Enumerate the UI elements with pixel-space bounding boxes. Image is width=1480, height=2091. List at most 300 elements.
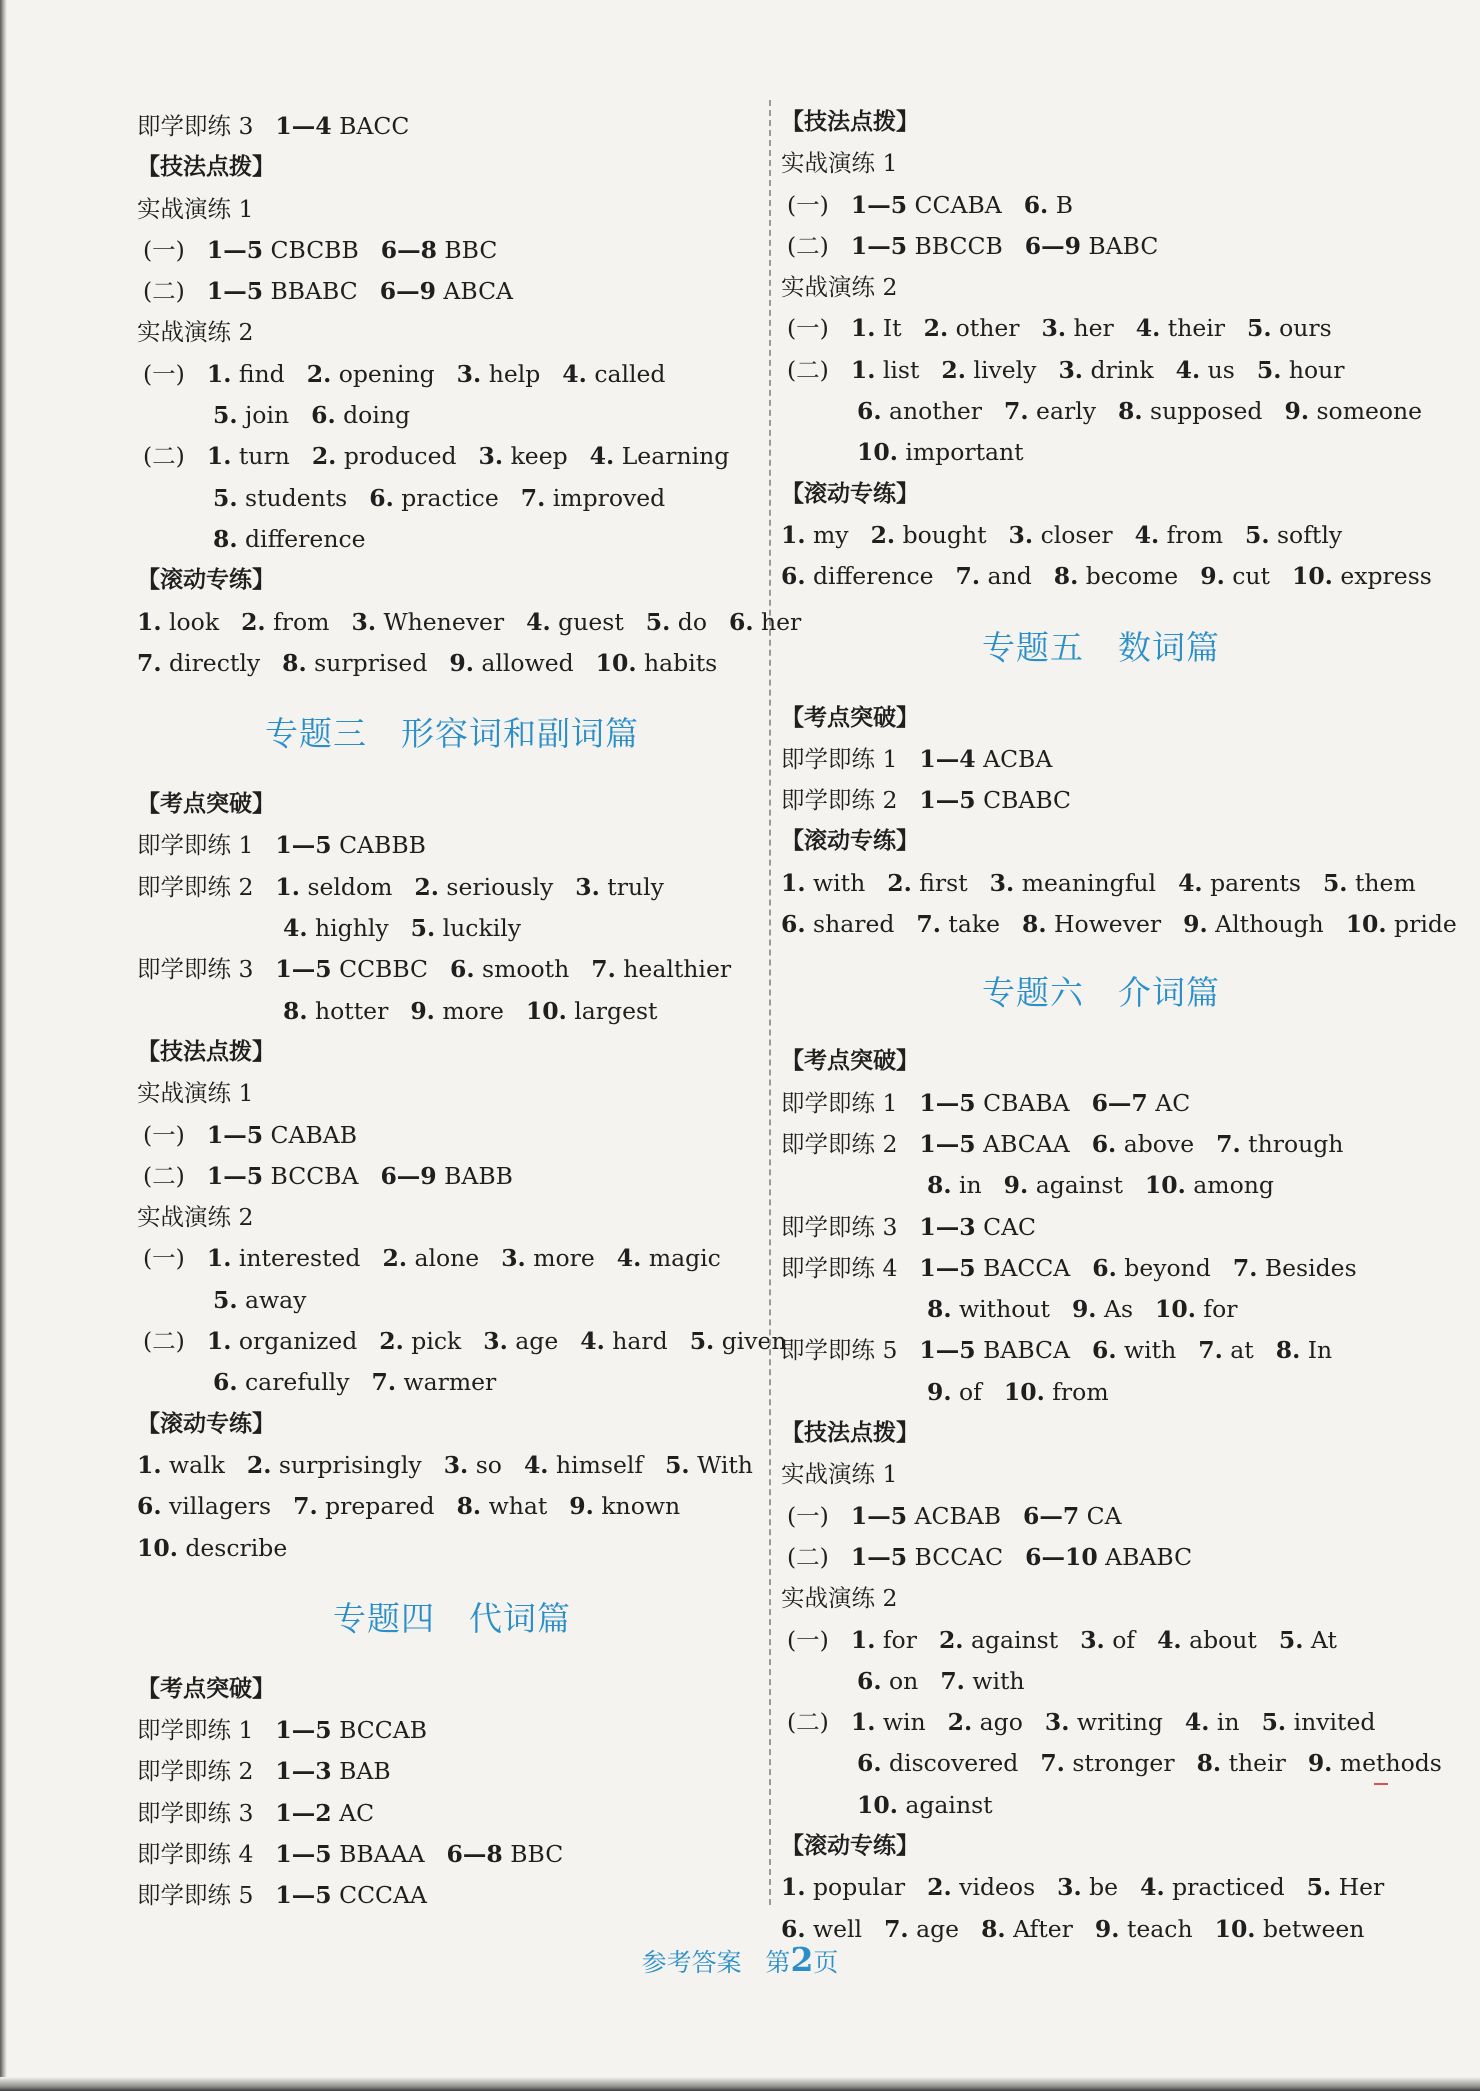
left-top-block bbox=[137, 106, 802, 684]
answer-number: 6—9 bbox=[380, 1161, 437, 1190]
answer-value: about bbox=[1181, 1625, 1257, 1654]
answer-item bbox=[781, 910, 894, 938]
answer-line bbox=[781, 515, 1421, 556]
answer-line bbox=[137, 643, 767, 684]
answer-item bbox=[940, 1667, 1024, 1695]
answer-value: With bbox=[689, 1450, 753, 1479]
answer-value: BABB bbox=[436, 1161, 513, 1190]
answer-value: for bbox=[1195, 1295, 1238, 1324]
answer-line bbox=[137, 354, 767, 395]
answer-number: 7. bbox=[1198, 1336, 1223, 1365]
answer-number: 3. bbox=[351, 607, 377, 636]
answer-number: 10. bbox=[1214, 1914, 1256, 1943]
answer-value: opening bbox=[331, 359, 435, 388]
answer-number: 8. bbox=[981, 1914, 1006, 1943]
answer-number: 1. bbox=[206, 1244, 232, 1273]
answer-number: 3. bbox=[989, 868, 1015, 897]
answer-value: alone bbox=[407, 1244, 480, 1273]
answer-number: 9. bbox=[449, 648, 474, 677]
answer-number: 4. bbox=[523, 1450, 549, 1479]
answer-item bbox=[275, 1757, 390, 1785]
answer-number: 4. bbox=[589, 442, 615, 471]
answer-item bbox=[990, 869, 1156, 897]
answer-number: 8. bbox=[927, 1171, 952, 1200]
answer-item bbox=[665, 1451, 753, 1479]
answer-item bbox=[521, 484, 665, 512]
answer-item bbox=[596, 649, 718, 677]
answer-number: 5. bbox=[213, 1285, 238, 1314]
answer-item bbox=[1040, 1749, 1174, 1777]
answer-item bbox=[1045, 1708, 1163, 1736]
answer-number: 1. bbox=[137, 607, 162, 636]
answer-item bbox=[137, 1451, 225, 1479]
answer-number: 1. bbox=[781, 868, 806, 897]
answer-item bbox=[501, 1244, 595, 1272]
answer-number: 1—5 bbox=[206, 1120, 264, 1149]
answer-number: 5. bbox=[213, 401, 238, 430]
answer-item bbox=[919, 1254, 1070, 1282]
answer-item bbox=[1025, 1543, 1192, 1571]
answer-number: 1—5 bbox=[919, 1129, 976, 1158]
answer-value: After bbox=[1005, 1914, 1073, 1943]
answer-value: prepared bbox=[317, 1492, 435, 1521]
column-divider bbox=[769, 100, 771, 1905]
answer-value: largest bbox=[566, 996, 658, 1025]
answer-item bbox=[351, 608, 504, 636]
answer-label: 实战演练 1 bbox=[781, 149, 898, 178]
answer-value: BABCA bbox=[975, 1336, 1070, 1365]
answer-value: supposed bbox=[1142, 397, 1263, 426]
answer-value: BBABC bbox=[263, 277, 358, 306]
answer-value: It bbox=[875, 314, 902, 343]
answer-label: (二) bbox=[143, 442, 185, 471]
answer-number: 9. bbox=[569, 1492, 594, 1521]
answer-line bbox=[781, 1620, 1421, 1661]
answer-line bbox=[137, 1528, 767, 1569]
answer-value: Besides bbox=[1257, 1253, 1357, 1282]
answer-item bbox=[207, 277, 358, 305]
answer-value: above bbox=[1116, 1129, 1195, 1158]
answer-item bbox=[1057, 1873, 1118, 1901]
answer-item bbox=[1183, 910, 1324, 938]
answer-line bbox=[137, 271, 767, 312]
answer-value: softly bbox=[1269, 520, 1343, 549]
answer-item bbox=[410, 997, 504, 1025]
answer-item bbox=[1245, 521, 1342, 549]
answer-value: warmer bbox=[396, 1368, 497, 1397]
answer-number: 7. bbox=[940, 1666, 965, 1695]
answer-number: 1. bbox=[850, 355, 876, 384]
answer-value: among bbox=[1185, 1171, 1274, 1200]
answer-label: (二) bbox=[787, 1708, 829, 1737]
answer-label: 即学即练 3 bbox=[137, 955, 254, 984]
answer-label: 即学即练 1 bbox=[781, 1088, 898, 1117]
answer-label: 即学即练 2 bbox=[781, 786, 898, 815]
answer-number: 5. bbox=[1278, 1625, 1304, 1654]
answer-item bbox=[857, 1791, 993, 1819]
answer-item bbox=[137, 1534, 287, 1562]
answer-item bbox=[450, 955, 569, 983]
answer-value: through bbox=[1240, 1129, 1344, 1158]
answer-value: Her bbox=[1331, 1873, 1385, 1902]
answer-number: 6. bbox=[781, 1914, 806, 1943]
answer-item bbox=[380, 277, 513, 305]
answer-item bbox=[275, 873, 392, 901]
answer-value: cut bbox=[1224, 562, 1270, 591]
answer-number: 1. bbox=[781, 1873, 806, 1902]
answer-value: of bbox=[1104, 1625, 1136, 1654]
answer-value: luckily bbox=[435, 914, 522, 943]
section-6-block bbox=[781, 1041, 1442, 1950]
answer-item bbox=[1178, 869, 1301, 897]
answer-value: CBABA bbox=[975, 1088, 1070, 1117]
answer-number: 8. bbox=[456, 1492, 482, 1521]
answer-value: look bbox=[161, 607, 220, 636]
answer-value: hard bbox=[604, 1327, 668, 1356]
answer-item bbox=[927, 1378, 982, 1406]
answer-item bbox=[369, 484, 499, 512]
answer-item bbox=[479, 442, 568, 470]
answer-number: 10. bbox=[1144, 1171, 1186, 1200]
answer-number: 1—5 bbox=[275, 1881, 332, 1910]
answer-number: 6—8 bbox=[446, 1839, 503, 1868]
answer-value: bought bbox=[895, 520, 987, 549]
answer-number: 7. bbox=[137, 648, 162, 677]
answer-number: 2. bbox=[241, 607, 266, 636]
answer-number: 1—5 bbox=[850, 190, 908, 219]
answer-value: age bbox=[507, 1327, 559, 1356]
answer-item bbox=[924, 314, 1020, 342]
answer-value: BACCA bbox=[975, 1253, 1071, 1282]
answer-item bbox=[1185, 1708, 1240, 1736]
answer-item bbox=[857, 1749, 1018, 1777]
answer-item bbox=[781, 1873, 905, 1901]
answer-line bbox=[137, 1321, 787, 1362]
answer-number: 2. bbox=[927, 1873, 952, 1902]
answer-number: 2. bbox=[947, 1708, 973, 1737]
answer-number: 5. bbox=[1322, 868, 1348, 897]
answer-line bbox=[137, 991, 767, 1032]
answer-value: from bbox=[265, 607, 330, 636]
answer-line bbox=[781, 1165, 1421, 1206]
answer-item bbox=[1004, 1378, 1109, 1406]
answer-value: BBAAA bbox=[331, 1839, 425, 1868]
answer-item bbox=[1092, 1336, 1176, 1364]
answer-line bbox=[781, 1785, 1421, 1826]
answer-value: in bbox=[951, 1171, 982, 1200]
answer-line bbox=[137, 1197, 767, 1238]
answer-value: seldom bbox=[299, 872, 393, 901]
answer-line bbox=[781, 267, 1421, 308]
answer-number: 6. bbox=[1091, 1129, 1117, 1158]
answer-item bbox=[927, 1873, 1035, 1901]
answer-item bbox=[275, 1799, 374, 1827]
answer-number: 8. bbox=[213, 524, 238, 553]
answer-line bbox=[781, 185, 1421, 226]
answer-number: 7. bbox=[520, 483, 546, 512]
answer-item bbox=[919, 745, 1052, 773]
answer-number: 5. bbox=[1244, 520, 1270, 549]
answer-label: (二) bbox=[143, 1161, 185, 1190]
answer-label: (一) bbox=[787, 1625, 829, 1654]
answer-item bbox=[137, 1492, 271, 1520]
answer-item bbox=[275, 112, 409, 140]
answer-value: surprisingly bbox=[271, 1450, 422, 1479]
answer-number: 6. bbox=[311, 401, 336, 430]
answer-number: 3. bbox=[483, 1327, 508, 1356]
answer-value: hour bbox=[1281, 355, 1345, 384]
answer-value: CA bbox=[1079, 1501, 1122, 1530]
answer-line bbox=[781, 226, 1421, 267]
answer-item bbox=[137, 649, 260, 677]
answer-number: 8. bbox=[1022, 910, 1047, 939]
answer-value: BABC bbox=[1080, 231, 1159, 260]
answer-item bbox=[241, 608, 329, 636]
answer-number: 9. bbox=[1307, 1749, 1333, 1778]
answer-line bbox=[781, 1743, 1442, 1784]
answer-line bbox=[137, 1793, 767, 1834]
section-title-5 bbox=[781, 598, 1421, 698]
answer-number: 5. bbox=[1261, 1708, 1287, 1737]
answer-line bbox=[137, 949, 767, 990]
answer-item bbox=[1262, 1708, 1376, 1736]
answer-value: what bbox=[481, 1492, 548, 1521]
answer-item bbox=[1346, 910, 1457, 938]
answer-value: doing bbox=[335, 401, 411, 430]
answer-line bbox=[781, 556, 1432, 597]
answer-number: 6. bbox=[137, 1492, 162, 1521]
answer-value: ACBAB bbox=[907, 1501, 1001, 1530]
answer-label: 即学即练 3 bbox=[137, 1798, 254, 1827]
answer-number: 8. bbox=[282, 648, 307, 677]
answer-number: 3. bbox=[501, 1244, 526, 1273]
answer-value: organized bbox=[231, 1327, 358, 1356]
answer-item bbox=[851, 191, 1002, 219]
answer-item bbox=[1197, 1749, 1286, 1777]
answer-item bbox=[919, 1089, 1069, 1117]
answer-item bbox=[380, 1162, 512, 1190]
section-title-4-name: 代词篇 bbox=[469, 1598, 571, 1638]
answer-value: BBCCB bbox=[907, 231, 1003, 260]
answer-value: meaningful bbox=[1014, 868, 1157, 897]
answer-value: seriously bbox=[438, 872, 554, 901]
answer-line bbox=[781, 904, 1457, 945]
answer-number: 7. bbox=[591, 955, 616, 984]
answer-number: 8. bbox=[283, 996, 308, 1025]
answer-item bbox=[449, 649, 573, 677]
answer-item bbox=[916, 910, 1000, 938]
answer-value: practice bbox=[393, 483, 499, 512]
left-column bbox=[137, 106, 802, 1917]
answer-line bbox=[137, 1834, 767, 1875]
answer-value: highly bbox=[307, 914, 389, 943]
answer-item bbox=[851, 232, 1003, 260]
answer-item bbox=[1054, 562, 1178, 590]
answer-value: interested bbox=[231, 1244, 361, 1273]
answer-number: 5. bbox=[1306, 1873, 1332, 1902]
answer-value: turn bbox=[231, 442, 290, 471]
answer-value: Although bbox=[1207, 910, 1324, 939]
answer-item bbox=[414, 873, 553, 901]
subsection-heading: 【技法点拨】 bbox=[137, 154, 275, 181]
answer-number: 8. bbox=[1196, 1749, 1222, 1778]
answer-number: 7. bbox=[884, 1914, 909, 1943]
answer-label: (一) bbox=[787, 190, 829, 219]
answer-number: 5. bbox=[410, 914, 436, 943]
answer-item bbox=[275, 831, 425, 859]
answer-number: 7. bbox=[1004, 397, 1029, 426]
answer-number: 9. bbox=[927, 1377, 952, 1406]
answer-number: 5. bbox=[1256, 355, 1282, 384]
answer-number: 6. bbox=[781, 562, 806, 591]
answer-number: 10. bbox=[1291, 562, 1333, 591]
answer-label: 即学即练 5 bbox=[781, 1336, 898, 1365]
answer-label: (一) bbox=[143, 1120, 185, 1149]
answer-value: find bbox=[231, 359, 285, 388]
answer-line bbox=[781, 1330, 1421, 1371]
answer-item bbox=[851, 1502, 1001, 1530]
answer-item bbox=[381, 236, 498, 264]
answer-number: 2. bbox=[246, 1450, 272, 1479]
answer-number: 9. bbox=[410, 996, 435, 1025]
answer-item bbox=[1215, 1915, 1365, 1943]
answer-value: between bbox=[1255, 1914, 1365, 1943]
answer-value: parents bbox=[1202, 868, 1301, 897]
answer-item bbox=[1072, 1295, 1133, 1323]
answer-number: 1—5 bbox=[919, 1253, 976, 1282]
answer-line bbox=[137, 436, 767, 477]
answer-value: himself bbox=[548, 1450, 644, 1479]
answer-line bbox=[781, 143, 1421, 184]
answer-value: directly bbox=[161, 648, 261, 677]
answer-number: 6—8 bbox=[380, 235, 437, 264]
answer-number: 6—9 bbox=[379, 277, 436, 306]
subsection-heading: 【技法点拨】 bbox=[137, 1038, 275, 1065]
footer-page-number: 2 bbox=[790, 1940, 814, 1979]
answer-item bbox=[580, 1327, 667, 1355]
answer-value: ABCA bbox=[435, 277, 514, 306]
answer-value: CCABA bbox=[907, 190, 1002, 219]
answer-value: join bbox=[237, 401, 290, 430]
answer-item bbox=[690, 1327, 787, 1355]
answer-value: list bbox=[875, 355, 920, 384]
answer-value: be bbox=[1081, 1873, 1119, 1902]
section-title-4-number: 专题四 bbox=[333, 1598, 435, 1638]
answer-line bbox=[137, 1280, 767, 1321]
answer-item bbox=[919, 786, 1071, 814]
answer-number: 4. bbox=[1175, 355, 1201, 384]
answer-label: (二) bbox=[787, 231, 829, 260]
answer-value: habits bbox=[636, 648, 718, 677]
answer-value: smooth bbox=[474, 955, 570, 984]
answer-number: 2. bbox=[938, 1625, 964, 1654]
answer-value: CBCBB bbox=[263, 235, 359, 264]
answer-value: CABBB bbox=[331, 831, 426, 860]
answer-item bbox=[1155, 1295, 1237, 1323]
answer-value: age bbox=[908, 1914, 960, 1943]
answer-number: 1—5 bbox=[919, 1088, 976, 1117]
answer-item bbox=[781, 869, 865, 897]
subsection-heading: 【考点突破】 bbox=[781, 704, 919, 731]
answer-value: difference bbox=[237, 524, 366, 553]
answer-number: 6—9 bbox=[1024, 231, 1081, 260]
answer-number: 2. bbox=[306, 359, 332, 388]
answer-number: 1. bbox=[206, 1327, 232, 1356]
answer-item bbox=[379, 1327, 461, 1355]
answer-number: 4. bbox=[526, 607, 551, 636]
subsection-heading: 【滚动专练】 bbox=[137, 567, 275, 594]
answer-item bbox=[524, 1451, 643, 1479]
answer-line bbox=[781, 1702, 1421, 1743]
answer-label: 实战演练 1 bbox=[137, 1079, 254, 1108]
answer-label: 即学即练 4 bbox=[137, 1839, 254, 1868]
answer-value: allowed bbox=[473, 648, 574, 677]
answer-label: 实战演练 2 bbox=[137, 318, 254, 347]
answer-value: guest bbox=[550, 607, 624, 636]
answer-number: 10. bbox=[1345, 910, 1387, 939]
answer-value: BBC bbox=[436, 235, 498, 264]
answer-number: 1—4 bbox=[919, 744, 976, 773]
section-4-block bbox=[137, 1669, 767, 1917]
answer-number: 5. bbox=[1247, 314, 1272, 343]
answer-value: more bbox=[525, 1244, 595, 1273]
answer-value: well bbox=[805, 1914, 863, 1943]
answer-value: improved bbox=[545, 483, 666, 512]
answer-number: 6. bbox=[369, 483, 394, 512]
footer-suffix: 页 bbox=[813, 1948, 839, 1977]
answer-value: hotter bbox=[307, 996, 389, 1025]
answer-number: 2. bbox=[887, 868, 912, 897]
answer-item bbox=[981, 1915, 1073, 1943]
answer-number: 1—5 bbox=[850, 231, 908, 260]
answer-value: Learning bbox=[614, 442, 730, 471]
answer-item bbox=[483, 1327, 558, 1355]
answer-value: stronger bbox=[1064, 1749, 1175, 1778]
answer-item bbox=[851, 1543, 1003, 1571]
answer-value: more bbox=[434, 996, 504, 1025]
answer-value: AC bbox=[1147, 1088, 1191, 1117]
answer-number: 3. bbox=[1058, 355, 1083, 384]
answer-number: 1—5 bbox=[275, 1839, 332, 1868]
answer-line bbox=[137, 1875, 767, 1916]
stray-red-mark bbox=[1374, 1783, 1388, 1785]
answer-item bbox=[948, 1708, 1023, 1736]
answer-label: (二) bbox=[143, 277, 185, 306]
answer-value: important bbox=[897, 438, 1024, 467]
answer-item bbox=[939, 1626, 1058, 1654]
answer-value: writing bbox=[1069, 1708, 1163, 1737]
answer-value: another bbox=[881, 397, 983, 426]
answer-item bbox=[1135, 521, 1223, 549]
answer-line bbox=[781, 1496, 1421, 1537]
answer-item bbox=[575, 873, 664, 901]
subsection-heading: 【技法点拨】 bbox=[781, 1420, 919, 1447]
answer-value: ABCAA bbox=[975, 1129, 1070, 1158]
answer-number: 8. bbox=[1053, 562, 1079, 591]
answer-line bbox=[781, 1207, 1421, 1248]
answer-item bbox=[213, 401, 289, 429]
answer-number: 1. bbox=[137, 1450, 162, 1479]
answer-number: 9. bbox=[1094, 1914, 1120, 1943]
answer-value: ago bbox=[972, 1708, 1023, 1737]
answer-item bbox=[1092, 1089, 1191, 1117]
answer-value: other bbox=[948, 314, 1020, 343]
answer-number: 3. bbox=[1080, 1625, 1105, 1654]
answer-line bbox=[137, 825, 767, 866]
section-title-6 bbox=[781, 945, 1421, 1041]
answer-number: 5. bbox=[213, 483, 238, 512]
answer-number: 1—5 bbox=[206, 277, 264, 306]
